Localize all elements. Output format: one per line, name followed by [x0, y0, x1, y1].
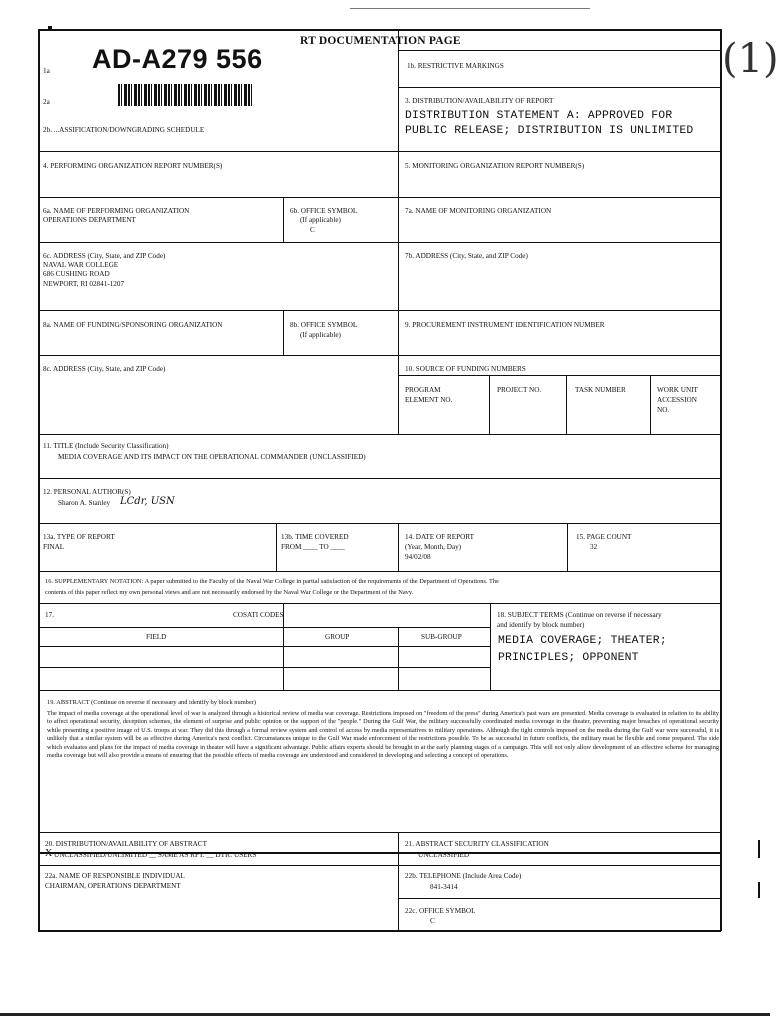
rule [38, 242, 721, 243]
rule [567, 523, 568, 571]
program-element-header-2: ELEMENT NO. [405, 396, 453, 404]
block-14-label: 14. DATE OF REPORT [405, 533, 475, 541]
block-1b-label: 1b. RESTRICTIVE MARKINGS [407, 62, 504, 70]
address-line2: 686 CUSHING ROAD [43, 270, 110, 278]
report-date: 94/02/08 [405, 553, 431, 561]
block-17-label: 17. [45, 611, 54, 619]
rule [38, 197, 721, 198]
barcode-image [118, 84, 253, 106]
abstract-distribution-options: UNCLASSIFIED/UNLIMITED __ SAME AS RPT. __ DTIC USERS [54, 851, 257, 859]
rule [38, 667, 490, 668]
distribution-statement-line2: PUBLIC RELEASE; DISTRIBUTION IS UNLIMITED [405, 125, 694, 137]
block-7b-label: 7b. ADDRESS (City, State, and ZIP Code) [405, 252, 528, 260]
block-20-label: 20. DISTRIBUTION/AVAILABILITY OF ABSTRACT [45, 840, 207, 848]
address-line1: NAVAL WAR COLLEGE [43, 261, 119, 269]
block-6b-label: 6b. OFFICE SYMBOL [290, 207, 358, 215]
rule [283, 197, 284, 242]
block-18-label: 18. SUBJECT TERMS (Continue on reverse if necessary [497, 611, 662, 619]
scanner-mark [48, 26, 52, 30]
address-line3: NEWPORT, RI 02841-1207 [43, 280, 125, 288]
group-header: GROUP [325, 633, 350, 641]
report-type: FINAL [43, 543, 65, 551]
office-symbol-22c: C [430, 917, 435, 925]
frame-right-lower [720, 852, 722, 931]
block-22a-label: 22a. NAME OF RESPONSIBLE INDIVIDUAL [45, 872, 185, 880]
author-name: Sharon A. Stanley [58, 499, 111, 507]
block-2a-label: 2a [43, 98, 50, 106]
author-handwritten-rank: LCdr, USN [120, 496, 175, 507]
form-title: RT DOCUMENTATION PAGE [300, 35, 461, 47]
scan-mark-right [758, 840, 760, 858]
rule [566, 375, 567, 434]
rule [398, 29, 399, 435]
subject-terms-line2: PRINCIPLES; OPPONENT [498, 652, 639, 664]
block-22b-label: 22b. TELEPHONE (Include Area Code) [405, 872, 522, 880]
block-21-label: 21. ABSTRACT SECURITY CLASSIFICATION [405, 840, 549, 848]
rule [650, 375, 651, 434]
block-19-label: 19. ABSTRACT (Continue on reverse if necessary and identify by block number) [47, 699, 256, 706]
frame-left [38, 29, 40, 853]
block-3-label: 3. DISTRIBUTION/AVAILABILITY OF REPORT [405, 97, 554, 105]
rule [38, 151, 721, 152]
block-13b-label: 13b. TIME COVERED [281, 533, 349, 541]
responsible-individual: CHAIRMAN, OPERATIONS DEPARTMENT [45, 882, 181, 890]
rule [38, 627, 490, 628]
block-7a-label: 7a. NAME OF MONITORING ORGANIZATION [405, 207, 552, 215]
rule [490, 603, 491, 690]
rule [38, 478, 721, 479]
rule [398, 375, 721, 376]
field-header: FIELD [146, 633, 167, 641]
distribution-checkbox-mark: X [45, 848, 53, 859]
supplementary-notation-line1: 16. SUPPLEMENTARY NOTATION: A paper submitted to the Faculty of the Naval War College in partial satisfaction of the requirements of the Department of Operations. The [45, 578, 499, 585]
page-count: 32 [590, 543, 598, 551]
block-4-label: 4. PERFORMING ORGANIZATION REPORT NUMBER(S) [43, 162, 223, 170]
block-2b-label: 2b. ...ASSIFICATION/DOWNGRADING SCHEDULE [43, 126, 205, 134]
block-8a-label: 8a. NAME OF FUNDING/SPONSORING ORGANIZATION [43, 321, 223, 329]
block-22c-label: 22c. OFFICE SYMBOL [405, 907, 476, 915]
block-6b-sub: (If applicable) [300, 216, 341, 224]
block-8c-label: 8c. ADDRESS (City, State, and ZIP Code) [43, 365, 166, 373]
rule [38, 832, 721, 833]
time-covered-range: FROM ____ TO ____ [281, 543, 345, 551]
distribution-statement-line1: DISTRIBUTION STATEMENT A: APPROVED FOR [405, 110, 673, 122]
rule [38, 434, 721, 435]
rule [398, 87, 721, 88]
report-title: MEDIA COVERAGE AND ITS IMPACT ON THE OPERATIONAL COMMANDER (UNCLASSIFIED) [58, 453, 366, 461]
block-6a-label: 6a. NAME OF PERFORMING ORGANIZATION [43, 207, 190, 215]
supplementary-notation-line2: contents of this paper reflect my own personal views and are not necessarily endorsed by the Naval War College or the Department of the Navy. [45, 589, 414, 596]
sub-group-header: SUB-GROUP [421, 633, 462, 641]
work-unit-header: WORK UNIT [657, 386, 698, 394]
subject-terms-line1: MEDIA COVERAGE; THEATER; [498, 635, 667, 647]
block-14-sub: (Year, Month, Day) [405, 543, 462, 551]
block-10-label: 10. SOURCE OF FUNDING NUMBERS [405, 365, 526, 373]
block-1a-label: 1a [43, 67, 50, 75]
block-13a-label: 13a. TYPE OF REPORT [43, 533, 115, 541]
abstract-text: The impact of media coverage at the operational level of war is analyzed through a historical review of media war coverage. Restrictions imposed on "freedom of the press" during America's past wars are presented. Media coverage is evaluated in relation to its ability to affect operational security, deception schemes, the element of surprise and public opinion or the support of the "people." During the Gulf War, the military successfully coordinated media coverage in the theater, preventing major breaches of operational security while presenting a positive image of U.S. troops at war. They did this through a formal review system and control of access by media representatives to military operations. Although the tight controls imposed on the media during the Gulf war were successful, it is unlikely that a similar system will be as effective during America's next conflict. Circumstances unique to the Gulf War made enforcement of the restrictions possible. To be as successful in future conflicts, the military must be flexible and come prepared. The side which evaluates and plans for the impact of media coverage in theater will have a significant advantage. Public affairs experts should be brought in at the early planning stages of a campaign. This will not only allow development of an effective scheme for managing media coverage but will also provide a means of ensuring that the possible effects of media coverage are understood and considered in developing and selecting a concept of operations. [47, 710, 719, 760]
rule [398, 523, 399, 571]
abstract-classification: UNCLASSIFIED [418, 851, 470, 859]
block-8b-sub: (If applicable) [300, 331, 341, 339]
rule [38, 355, 721, 356]
office-symbol-6b: C [310, 226, 315, 234]
block-5-label: 5. MONITORING ORGANIZATION REPORT NUMBER(S) [405, 162, 585, 170]
block-9-label: 9. PROCUREMENT INSTRUMENT IDENTIFICATION NUMBER [405, 321, 605, 329]
scan-mark-top [350, 8, 590, 9]
program-element-header: PROGRAM [405, 386, 441, 394]
rule [38, 571, 721, 572]
rule [283, 310, 284, 355]
scan-mark-right-2 [758, 882, 760, 898]
rule [398, 50, 721, 51]
block-18-sub: and identify by block number) [497, 621, 585, 629]
rule [398, 627, 399, 690]
block-15-label: 15. PAGE COUNT [576, 533, 632, 541]
margin-annotation: (1) [722, 36, 779, 82]
rule [38, 646, 490, 647]
accession-number: AD-A279 556 [92, 44, 263, 74]
block-6c-label: 6c. ADDRESS (City, State, and ZIP Code) [43, 252, 166, 260]
block-12-label: 12. PERSONAL AUTHOR(S) [43, 488, 131, 496]
rule [38, 523, 721, 524]
performing-organization-name: OPERATIONS DEPARTMENT [43, 216, 136, 224]
task-number-header: TASK NUMBER [575, 386, 626, 394]
frame-left-lower [38, 852, 40, 931]
rule [489, 375, 490, 434]
rule [38, 603, 721, 604]
rule [38, 690, 721, 691]
rule [276, 523, 277, 571]
block-11-label: 11. TITLE (Include Security Classification) [43, 442, 169, 450]
rule [38, 310, 721, 311]
work-unit-header-3: NO. [657, 406, 670, 414]
frame-top [38, 29, 721, 31]
frame-right [720, 29, 722, 853]
telephone-number: 841-3414 [430, 883, 458, 891]
work-unit-header-2: ACCESSION [657, 396, 697, 404]
rule [38, 930, 721, 932]
block-8b-label: 8b. OFFICE SYMBOL [290, 321, 358, 329]
project-no-header: PROJECT NO. [497, 386, 542, 394]
rule [38, 865, 721, 866]
cosati-codes-title: COSATI CODES [233, 611, 284, 619]
rule [398, 832, 399, 931]
scan-edge-line [0, 1013, 770, 1016]
rule [398, 898, 721, 899]
